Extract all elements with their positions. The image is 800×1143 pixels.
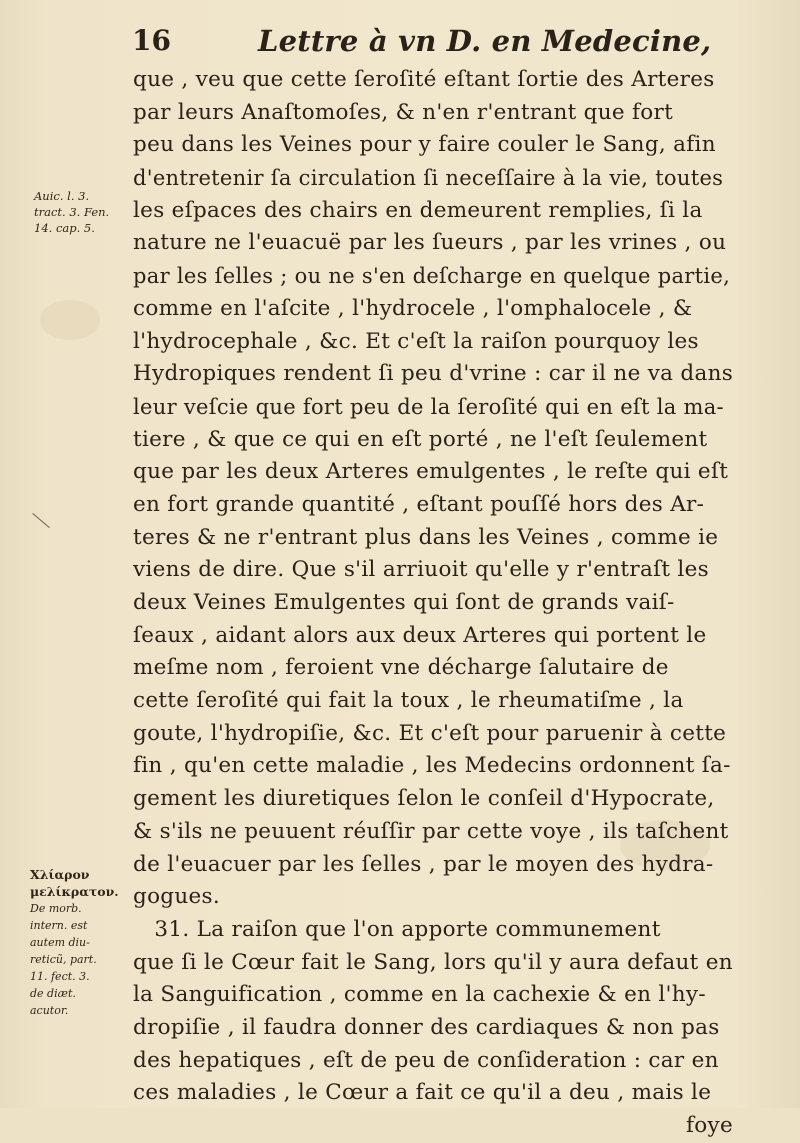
margin-note-line: tract. 3. Fen.: [34, 205, 110, 219]
margin-note-line: autem diu-: [30, 936, 90, 949]
text-line: gement les diuretiques ſelon le conſeil d'Hypocrate,: [133, 786, 715, 812]
text-line: des hepatiques , eſt de peu de conſideration : car en: [133, 1047, 719, 1073]
text-line: Hydropiques rendent ſi peu d'vrine : car il ne va dans: [133, 361, 734, 387]
text-line: que , veu que cette ſeroſité eſtant ſortie des Arteres: [133, 67, 715, 92]
margin-note-line: de diæt.: [30, 987, 76, 1000]
text-line: en fort grande quantité , eſtant pouſſé hors des Ar-: [133, 491, 705, 517]
margin-note-line: reticũ, part.: [30, 953, 97, 966]
margin-note-line: Χλίαρον: [30, 867, 90, 882]
body-text: [133, 64, 733, 1143]
text-line: comme en l'aſcite , l'hydrocele , l'omphalocele , &: [133, 295, 693, 321]
text-line: de l'euacuer par les ſelles , par le moyen des hydra-: [133, 851, 714, 877]
running-title: Lettre à vn D. en Medecine,: [258, 24, 712, 58]
text-line: tiere , & que ce qui en eſt porté , ne l'eſt ſeulement: [133, 426, 708, 452]
text-line: nature ne l'euacuë par les ſueurs , par les vrines , ou: [133, 230, 727, 256]
text-line: la Sanguification , comme en la cachexie & en l'hy-: [133, 982, 706, 1008]
page-number: 16: [132, 24, 171, 57]
text-line: fin , qu'en cette maladie , les Medecins ordonnent ſa-: [133, 753, 731, 779]
margin-mark: [32, 513, 49, 528]
text-line: dropiſie , il faudra donner des cardiaques & non pas: [133, 1014, 720, 1040]
text-line: meſme nom , feroient vne décharge ſalutaire de: [133, 655, 669, 681]
text-line: gogues.: [133, 884, 221, 910]
text-line: viens de dire. Que s'il arriuoit qu'elle y r'entraſt les: [133, 557, 709, 583]
text-line: d'entretenir ſa circulation ſi neceſſaire à la vie, toutes: [133, 166, 724, 191]
text-line: ſeaux , aidant alors aux deux Arteres qui portent le: [133, 622, 707, 648]
catchword: foye: [686, 1113, 733, 1138]
margin-note-line: 11. fect. 3.: [30, 970, 90, 983]
text-line: l'hydrocephale , &c. Et c'eſt la raiſon pourquoy les: [133, 328, 699, 354]
paper-stain: [40, 300, 100, 340]
margin-note-line: intern. est: [30, 919, 88, 932]
margin-note-line: 14. cap. 5.: [34, 221, 95, 235]
text-line: cette ſeroſité qui fait la toux , le rheumatiſme , la: [133, 688, 684, 714]
text-line: deux Veines Emulgentes qui ſont de grands vaiſ-: [133, 590, 675, 615]
text-line: que par les deux Arteres emulgentes , le reſte qui eſt: [133, 459, 729, 485]
text-line: peu dans les Veines pour y faire couler le Sang, afin: [133, 132, 716, 158]
margin-note-line: Auic. l. 3.: [34, 189, 90, 203]
text-line: 31. La raiſon que l'on apporte communement: [133, 916, 661, 942]
text-line: par leurs Anaſtomoſes, & n'en r'entrant que fort: [133, 99, 674, 125]
text-line: teres & ne r'entrant plus dans les Veines , comme ie: [133, 524, 719, 550]
text-line: ces maladies , le Cœur a fait ce qu'il a deu , mais le: [133, 1080, 712, 1106]
margin-note-line: De morb.: [30, 902, 82, 915]
text-line: les eſpaces des chairs en demeurent remplies, ſi la: [133, 197, 703, 223]
margin-note-line: acutor.: [30, 1004, 69, 1017]
text-line: leur veſcie que fort peu de la ſeroſité qui en eſt la ma-: [133, 394, 724, 419]
margin-note-line: μελίκρατον.: [30, 884, 119, 899]
page-header: [0, 22, 800, 64]
text-line: goute, l'hydropiſie, &c. Et c'eſt pour paruenir à cette: [133, 720, 727, 746]
text-line: & s'ils ne peuuent réuſſir par cette voye , ils taſchent: [133, 818, 729, 844]
text-line: par les ſelles ; ou ne s'en deſcharge en quelque partie,: [133, 264, 731, 289]
margin-note-avicenna: [34, 188, 109, 236]
margin-note-hippocrates: [30, 866, 119, 1019]
text-line: que ſi le Cœur fait le Sang, lors qu'il y aura defaut en: [133, 949, 733, 975]
